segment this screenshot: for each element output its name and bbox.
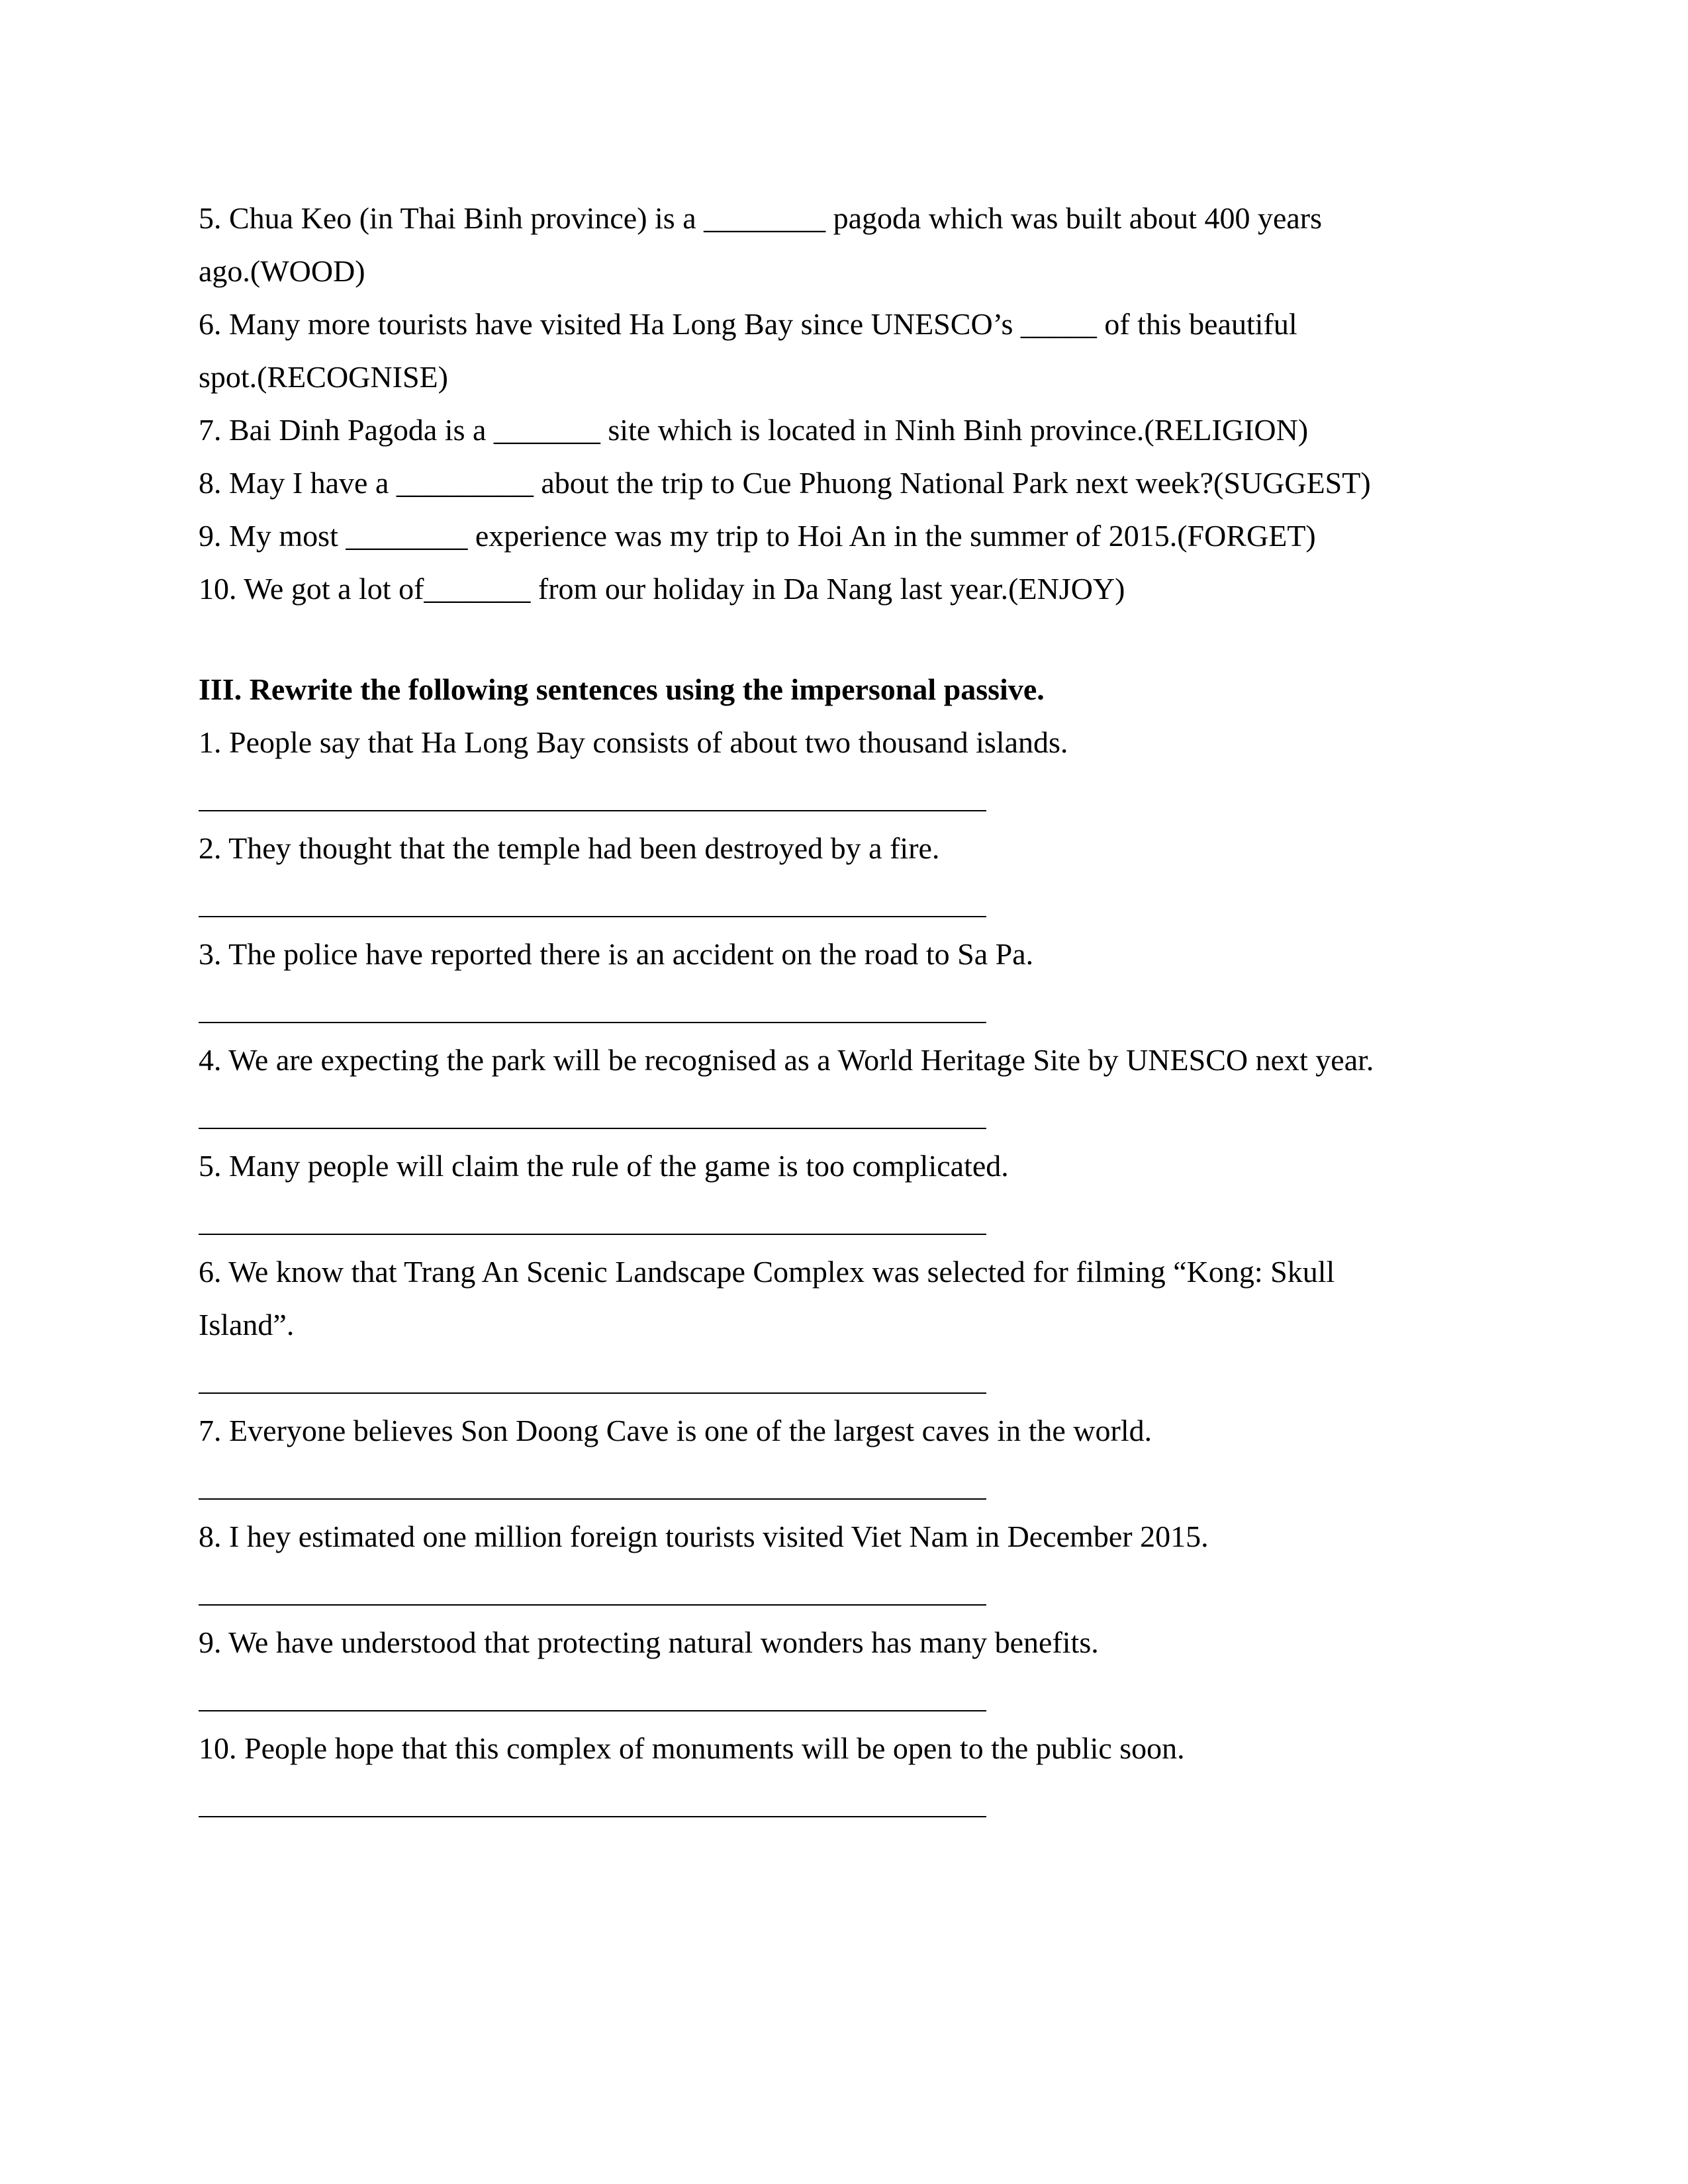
impersonal-passive-section	[199, 663, 1496, 1828]
rewrite-item-6-line-1: 6. We know that Trang An Scenic Landscape Complex was selected for filming “Kong: Skull	[199, 1255, 1335, 1289]
answer-line-2[interactable]	[199, 875, 986, 928]
rewrite-item-4: 4. We are expecting the park will be recognised as a World Heritage Site by UNESCO next year.	[199, 1043, 1374, 1077]
rewrite-item-3: 3. The police have reported there is an accident on the road to Sa Pa.	[199, 937, 1034, 971]
exercise-item-8: 8. May I have a _________ about the trip to Cue Phuong National Park next week?(SUGGEST)	[199, 466, 1371, 500]
exercise-item-6-line-2: spot.(RECOGNISE)	[199, 360, 448, 394]
section-heading: III. Rewrite the following sentences using the impersonal passive.	[199, 672, 1045, 706]
rewrite-item-5: 5. Many people will claim the rule of the game is too complicated.	[199, 1149, 1009, 1183]
word-formation-section	[199, 192, 1496, 615]
exercise-item-6-line-1: 6. Many more tourists have visited Ha Long Bay since UNESCO’s _____ of this beautiful	[199, 307, 1297, 341]
exercise-item-5-line-2: ago.(WOOD)	[199, 254, 365, 288]
answer-line-8[interactable]	[199, 1563, 986, 1616]
answer-line-6[interactable]	[199, 1351, 986, 1404]
rewrite-item-9: 9. We have understood that protecting natural wonders has many benefits.	[199, 1625, 1099, 1659]
exercise-item-5-line-1: 5. Chua Keo (in Thai Binh province) is a ________ pagoda which was built about 400 years	[199, 201, 1322, 235]
exercise-item-7: 7. Bai Dinh Pagoda is a _______ site which is located in Ninh Binh province.(RELIGION)	[199, 413, 1309, 447]
answer-line-5[interactable]	[199, 1193, 986, 1246]
exercise-item-10: 10. We got a lot of_______ from our holiday in Da Nang last year.(ENJOY)	[199, 572, 1125, 606]
answer-line-9[interactable]	[199, 1669, 986, 1722]
rewrite-item-6-line-2: Island”.	[199, 1308, 295, 1342]
rewrite-item-10: 10. People hope that this complex of monuments will be open to the public soon.	[199, 1731, 1185, 1765]
rewrite-item-7: 7. Everyone believes Son Doong Cave is one of the largest caves in the world.	[199, 1414, 1152, 1447]
answer-line-4[interactable]	[199, 1087, 986, 1140]
worksheet-content	[199, 192, 1496, 1828]
answer-line-10[interactable]	[199, 1775, 986, 1828]
exercise-item-9: 9. My most ________ experience was my trip to Hoi An in the summer of 2015.(FORGET)	[199, 519, 1316, 553]
rewrite-item-2: 2. They thought that the temple had been destroyed by a fire.	[199, 831, 940, 865]
rewrite-item-8: 8. I hey estimated one million foreign tourists visited Viet Nam in December 2015.	[199, 1520, 1209, 1553]
rewrite-item-1: 1. People say that Ha Long Bay consists of about two thousand islands.	[199, 725, 1068, 759]
answer-line-1[interactable]	[199, 769, 986, 822]
answer-line-3[interactable]	[199, 981, 986, 1034]
section-spacer	[199, 615, 1496, 663]
answer-line-7[interactable]	[199, 1457, 986, 1510]
